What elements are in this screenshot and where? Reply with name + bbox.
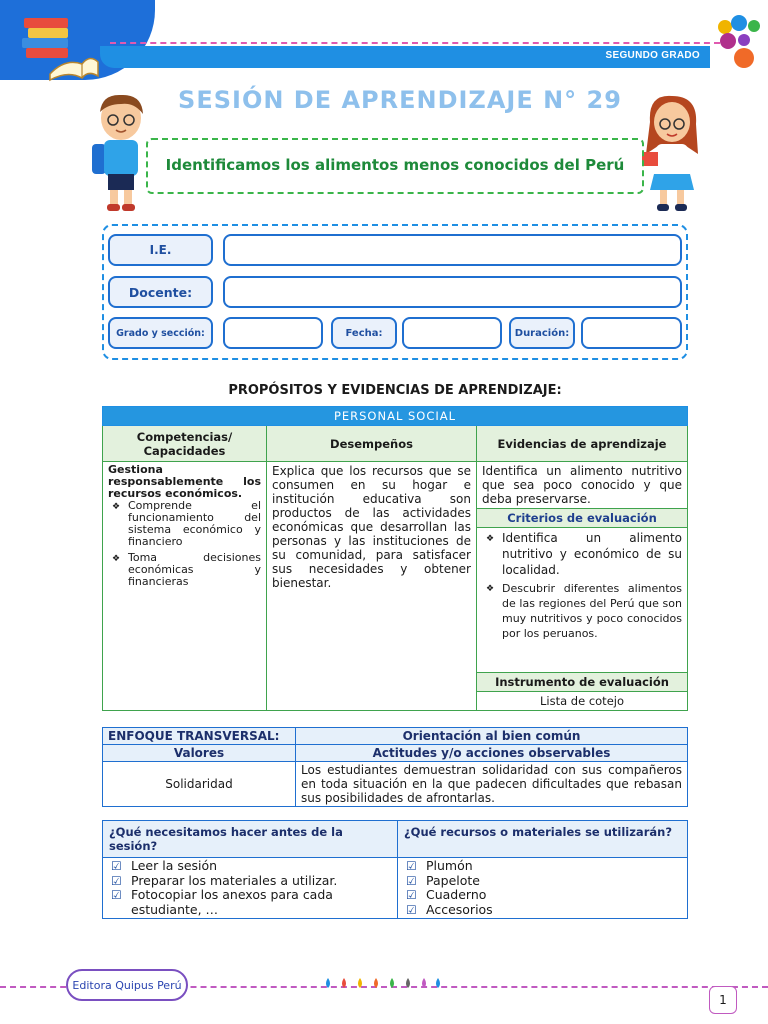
before-item: ☑ Preparar los materiales a utilizar. — [131, 874, 391, 889]
resources-cell — [398, 858, 688, 919]
enfoque-label: ENFOQUE TRANSVERSAL: — [103, 728, 296, 745]
publisher-badge: Editora Quipus Perú — [66, 969, 188, 1001]
criterios-list — [482, 530, 682, 641]
col-desempenos: Desempeños — [267, 426, 477, 462]
instrumento-label: Instrumento de evaluación — [477, 673, 688, 692]
grade-label: SEGUNDO GRADO — [605, 50, 700, 61]
resource-item: ☑ Cuaderno — [426, 888, 681, 903]
criterio-item: ❖ Identifica un alimento nutritivo y económico de su localidad. — [502, 530, 682, 578]
ie-label: I.E. — [108, 234, 213, 266]
criterio-item: ❖ Descubrir diferentes alimentos de las regiones del Perú que son muy nutritivos y poco conocidos por los peruanos. — [502, 581, 682, 641]
duracion-field[interactable] — [581, 317, 682, 349]
preparation-table — [102, 820, 688, 919]
actitud-text: Los estudiantes demuestran solidaridad con sus compañeros en toda situación en la que padecen dificultades que rebasan sus posibilidades de afrontarlas. — [296, 762, 688, 807]
session-topic: Identificamos los alimentos menos conocidos del Perú — [165, 156, 625, 174]
session-title: SESIÓN DE APRENDIZAJE N° 29 — [178, 86, 622, 114]
capacidad-item: ❖ Toma decisiones económicas y financieras — [128, 552, 261, 588]
resources-label: ¿Qué recursos o materiales se utilizarán? — [398, 821, 688, 858]
before-label: ¿Qué necesitamos hacer antes de la sesión? — [103, 821, 398, 858]
instrumento-value: Lista de cotejo — [477, 692, 688, 711]
books-icon — [20, 14, 100, 84]
girl-student-illustration — [640, 94, 704, 214]
col-evidencias: Evidencias de aprendizaje — [477, 426, 688, 462]
criterios-label: Criterios de evaluación — [477, 509, 688, 528]
before-cell — [103, 858, 398, 919]
resources-list — [404, 859, 681, 917]
ie-field[interactable] — [223, 234, 682, 266]
duracion-label: Duración: — [509, 317, 575, 349]
criterios-cell — [477, 528, 688, 673]
resource-item: ☑ Plumón — [426, 859, 681, 874]
boy-student-illustration — [88, 92, 154, 214]
resource-item: ☑ Accesorios — [426, 903, 681, 918]
resource-item: ☑ Papelote — [426, 874, 681, 889]
competencia-text: Gestiona responsablemente los recursos económicos. — [108, 463, 261, 500]
purposes-table — [102, 406, 688, 711]
capacidad-item: ❖ Comprende el funcionamiento del sistema económico y financiero — [128, 500, 261, 548]
purposes-heading: PROPÓSITOS Y EVIDENCIAS DE APRENDIZAJE: — [228, 383, 562, 398]
before-item: ☑ Leer la sesión — [131, 859, 391, 874]
evidencia-text: Identifica un alimento nutritivo que sea poco conocido y que deba preservarse. — [477, 462, 688, 509]
before-item: ☑ Fotocopiar los anexos para cada estudiante, … — [131, 888, 391, 917]
enfoque-table — [102, 727, 688, 807]
valor-value: Solidaridad — [103, 762, 296, 807]
competencias-cell — [103, 462, 267, 711]
capacidades-list — [108, 500, 261, 588]
valores-label: Valores — [103, 745, 296, 762]
before-list — [109, 859, 391, 917]
docente-field[interactable] — [223, 276, 682, 308]
fecha-label: Fecha: — [331, 317, 397, 349]
desempeno-text: Explica que los recursos que se consumen en su hogar e institución educativa son productos de las actividades económicas que desarrollan las personas y las instituciones de su comunidad, para satisfacer sus necesidades y obtener bienestar. — [267, 462, 477, 711]
col-competencias: Competencias/ Capacidades — [103, 426, 267, 462]
docente-label: Docente: — [108, 276, 213, 308]
page-number: 1 — [709, 986, 737, 1014]
footer-drops-decoration — [322, 976, 444, 992]
area-name: PERSONAL SOCIAL — [103, 407, 688, 426]
actitudes-label: Actitudes y/o acciones observables — [296, 745, 688, 762]
grado-field[interactable] — [223, 317, 323, 349]
enfoque-name: Orientación al bien común — [296, 728, 688, 745]
fecha-field[interactable] — [402, 317, 502, 349]
grado-label: Grado y sección: — [108, 317, 213, 349]
header-dash-line — [110, 42, 720, 44]
